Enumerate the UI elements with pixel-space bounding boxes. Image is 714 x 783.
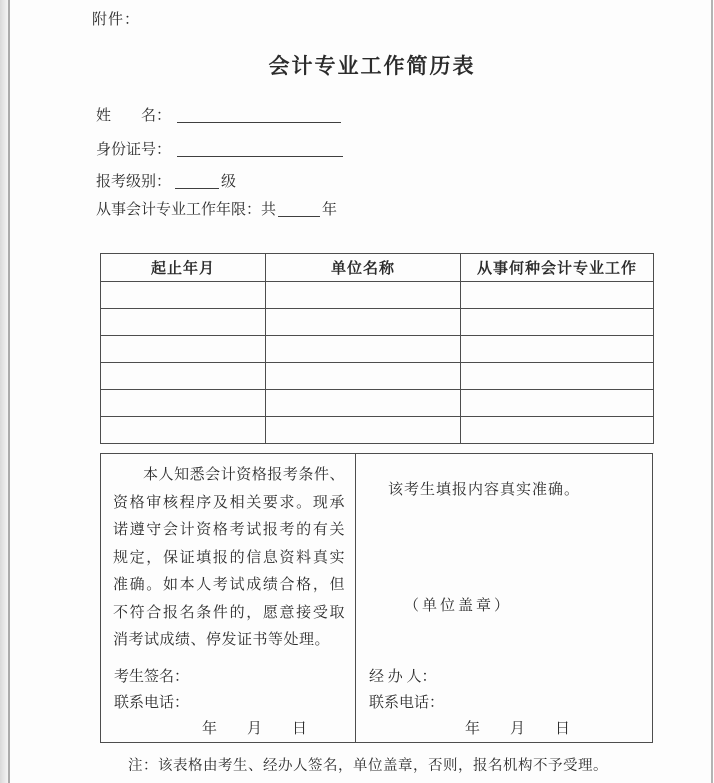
work-table-row <box>101 309 654 336</box>
id-number-blank-underline <box>177 140 343 157</box>
applicant-signature-label: 考生签名： <box>114 669 190 685</box>
exam-level-blank-underline <box>175 172 219 189</box>
work-table-cell <box>461 390 654 417</box>
work-table-cell <box>101 417 266 444</box>
work-years-suffix: 年 <box>322 202 338 218</box>
scan-edge-shading <box>0 0 8 783</box>
organization-statement: 该考生填报内容真实准确。 <box>388 482 581 498</box>
work-table-column-header: 起止年月 <box>101 254 266 282</box>
work-table-row <box>101 336 654 363</box>
work-table-row <box>101 363 654 390</box>
exam-level-suffix: 级 <box>221 174 237 190</box>
organization-handler-label: 经 办 人： <box>369 669 437 685</box>
name-field-line <box>96 104 341 125</box>
scan-edge-line-left <box>8 0 10 783</box>
work-table-cell <box>461 282 654 309</box>
declaration-box <box>100 453 653 743</box>
work-table-cell <box>461 336 654 363</box>
work-years-field-line <box>96 198 337 219</box>
name-label: 姓 名： <box>96 108 172 124</box>
work-table-cell <box>101 282 266 309</box>
work-table-cell <box>266 282 461 309</box>
work-table-cell <box>461 417 654 444</box>
work-table-cell <box>101 309 266 336</box>
organization-date-label: 年 月 日 <box>465 721 571 737</box>
work-years-blank-underline <box>278 200 320 217</box>
work-table-cell <box>461 363 654 390</box>
work-table-column-header: 从事何种会计专业工作 <box>461 254 654 282</box>
attachment-label: 附件： <box>92 12 141 28</box>
work-table-cell <box>461 309 654 336</box>
id-number-label: 身份证号： <box>96 142 172 158</box>
applicant-signature-block <box>114 664 307 742</box>
work-table-cell <box>266 363 461 390</box>
exam-level-label: 报考级别： <box>96 174 172 190</box>
footnote: 注：该表格由考生、经办人签名，单位盖章，否则，报名机构不予受理。 <box>128 758 608 774</box>
work-table-cell <box>101 336 266 363</box>
work-table-cell <box>101 363 266 390</box>
work-table-cell <box>266 309 461 336</box>
work-table-column-header: 单位名称 <box>266 254 461 282</box>
applicant-declaration-cell <box>101 454 356 742</box>
id-number-field-line <box>96 138 343 159</box>
scan-edge-line-right <box>711 0 713 783</box>
work-table-row <box>101 282 654 309</box>
work-table-row <box>101 390 654 417</box>
work-table-cell <box>101 390 266 417</box>
organization-declaration-cell <box>356 454 652 742</box>
work-table-header-row <box>101 254 654 282</box>
applicant-statement: 本人知悉会计资格报考条件、资格审核程序及相关要求。现承诺遵守会计资格考试报考的有关规定，保证填报的信息资料真实准确。如本人考试成绩合格，但不符合报名条件的，愿意接受取消考试成绩、停发证书等处理。 <box>113 467 345 648</box>
name-blank-underline <box>177 106 341 123</box>
applicant-date-label: 年 月 日 <box>202 721 308 737</box>
work-table-cell <box>266 417 461 444</box>
work-table-row <box>101 417 654 444</box>
organization-phone-label: 联系电话： <box>369 695 445 711</box>
work-history-table <box>100 253 654 444</box>
page-title: 会计专业工作简历表 <box>268 54 476 78</box>
organization-signature-block <box>369 664 570 742</box>
exam-level-field-line <box>96 170 236 191</box>
applicant-phone-label: 联系电话： <box>114 695 190 711</box>
work-years-label: 从事会计专业工作年限：共 <box>96 202 277 218</box>
work-table-cell <box>266 390 461 417</box>
work-table-cell <box>266 336 461 363</box>
organization-seal-label: （单位盖章） <box>404 598 513 614</box>
